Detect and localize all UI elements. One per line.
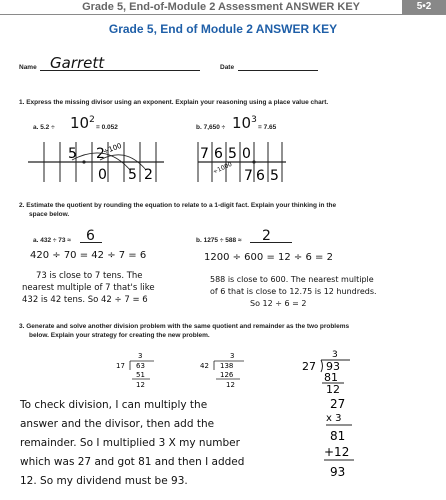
p3-dividend: 93 (326, 360, 340, 373)
chart-b-top-digit-3: 5 (228, 146, 237, 162)
module-badge: 5•2 (402, 0, 446, 14)
q2b-answer-line (250, 242, 292, 243)
chart-b-bottom-digit-2: 6 (256, 168, 265, 184)
q2a-expl-line: 73 is close to 7 tens. The (36, 271, 143, 281)
q1-prompt: 1. Express the missing divisor using an exponent. Explain your reasoning using a place value chart. (19, 99, 329, 106)
p2-remainder: 12 (226, 381, 235, 389)
q3-expl-line: remainder. So I multiplied 3 X my number (20, 437, 240, 449)
q3-prompt-line2: below. Explain your strategy for creating the new problem. (29, 332, 210, 339)
q2b-explanation (210, 274, 377, 310)
p2-dividend: 138 (220, 362, 234, 370)
chart-b-arrow-label: ÷1000 (211, 160, 234, 176)
p2-divisor: 42 (200, 362, 209, 370)
q1b-label: b. 7,650 ÷ (196, 124, 226, 131)
p2-subtrahend: 126 (220, 371, 234, 379)
q3-prompt-line1: 3. Generate and solve another division problem with the same quotient and remainder as the two problems (19, 323, 350, 330)
check-product: 81 (330, 429, 346, 443)
q2b-expl-line: 588 is close to 600. The nearest multiple (210, 275, 374, 284)
q2b-expl-line: So 12 ÷ 6 = 2 (250, 299, 307, 308)
q2a-expl-line: nearest multiple of 7 that's like (22, 283, 155, 293)
p1-divisor: 17 (116, 362, 125, 370)
q2b-label: b. 1275 ÷ 588 ≈ (196, 237, 242, 244)
q2a-label: a. 432 ÷ 73 ≈ (33, 237, 71, 244)
chart-a-bottom-digit-3: 2 (144, 167, 153, 183)
q3-expl-line: answer and the divisor, then add the (20, 418, 215, 430)
p3-remainder: 12 (326, 383, 340, 396)
q2b-answer: 2 (262, 228, 271, 244)
header-title: Grade 5, End-of-Module 2 Assessment ANSWER KEY (82, 1, 360, 13)
chart-a-bottom-digit-1: 0 (98, 167, 107, 183)
q1a-answer: $10^2$ (70, 114, 95, 132)
p1-subtrahend: 51 (136, 371, 145, 379)
name-label: Name (19, 64, 37, 71)
date-line (238, 70, 318, 71)
check-factor-b: x 3 (326, 413, 342, 424)
q2-prompt-line2: space below. (29, 211, 70, 218)
chart-b-bottom-digit-3: 5 (270, 168, 279, 184)
division-problem-3 (300, 348, 370, 396)
check-sum: 93 (330, 465, 346, 479)
q2a-answer: 6 (86, 228, 95, 244)
chart-b-top-digit-4: 0 (242, 146, 251, 162)
q1b-answer: $10^3$ (232, 114, 257, 132)
q2-prompt-line1: 2. Estimate the quotient by rounding the equation to relate to a 1-digit fact. Explain your thinking in the (19, 202, 337, 209)
chart-a-arrow-label: ÷100 (101, 141, 123, 156)
date-label: Date (220, 64, 235, 71)
p2-quotient: 3 (230, 352, 235, 360)
q2b-work: 1200 ÷ 600 = 12 ÷ 6 = 2 (204, 252, 333, 263)
q3-expl-line: 12. So my dividend must be 93. (20, 475, 188, 487)
q3-expl-line: which was 27 and got 81 and then I added (20, 456, 245, 468)
p1-remainder: 12 (136, 381, 145, 389)
q1a-label: a. 5.2 ÷ (33, 124, 55, 131)
q2a-expl-line: 432 is 42 tens. So 42 ÷ 7 = 6 (22, 295, 148, 305)
division-problem-2 (198, 350, 258, 392)
q2b-expl-line: of 6 that is close to 12.75 is 12 hundreds. (210, 287, 377, 296)
q3-expl-line: To check division, I can multiply the (20, 399, 208, 411)
q2a-explanation (22, 270, 155, 306)
place-value-chart-a (26, 140, 166, 184)
chart-b-top-digit-2: 6 (214, 146, 223, 162)
p3-quotient: 3 (332, 350, 338, 360)
check-factor-a: 27 (330, 397, 346, 411)
q1b-rest: = 7.65 (258, 124, 277, 131)
page-title: Grade 5, End of Module 2 ANSWER KEY (108, 22, 338, 36)
place-value-chart-b (196, 140, 288, 184)
name-value: Garrett (50, 54, 105, 72)
chart-b-bottom-digit-1: 7 (244, 168, 253, 184)
chart-b-top-digit-1: 7 (200, 146, 209, 162)
q3-explanation (20, 396, 244, 491)
chart-a-top-digit-1: 5 (68, 146, 77, 162)
p1-quotient: 3 (138, 352, 143, 360)
q1a-rest: = 0.052 (96, 124, 118, 131)
chart-a-top-digit-2: 2 (96, 146, 105, 162)
p1-dividend: 63 (136, 362, 145, 370)
check-addend: +12 (324, 445, 350, 459)
check-work (322, 396, 372, 496)
division-problem-1 (114, 350, 164, 392)
p3-subtrahend: 81 (324, 371, 338, 384)
p3-divisor: 27 (302, 360, 316, 373)
q2a-work: 420 ÷ 70 = 42 ÷ 7 = 6 (30, 250, 147, 261)
chart-a-bottom-digit-2: 5 (128, 167, 137, 183)
